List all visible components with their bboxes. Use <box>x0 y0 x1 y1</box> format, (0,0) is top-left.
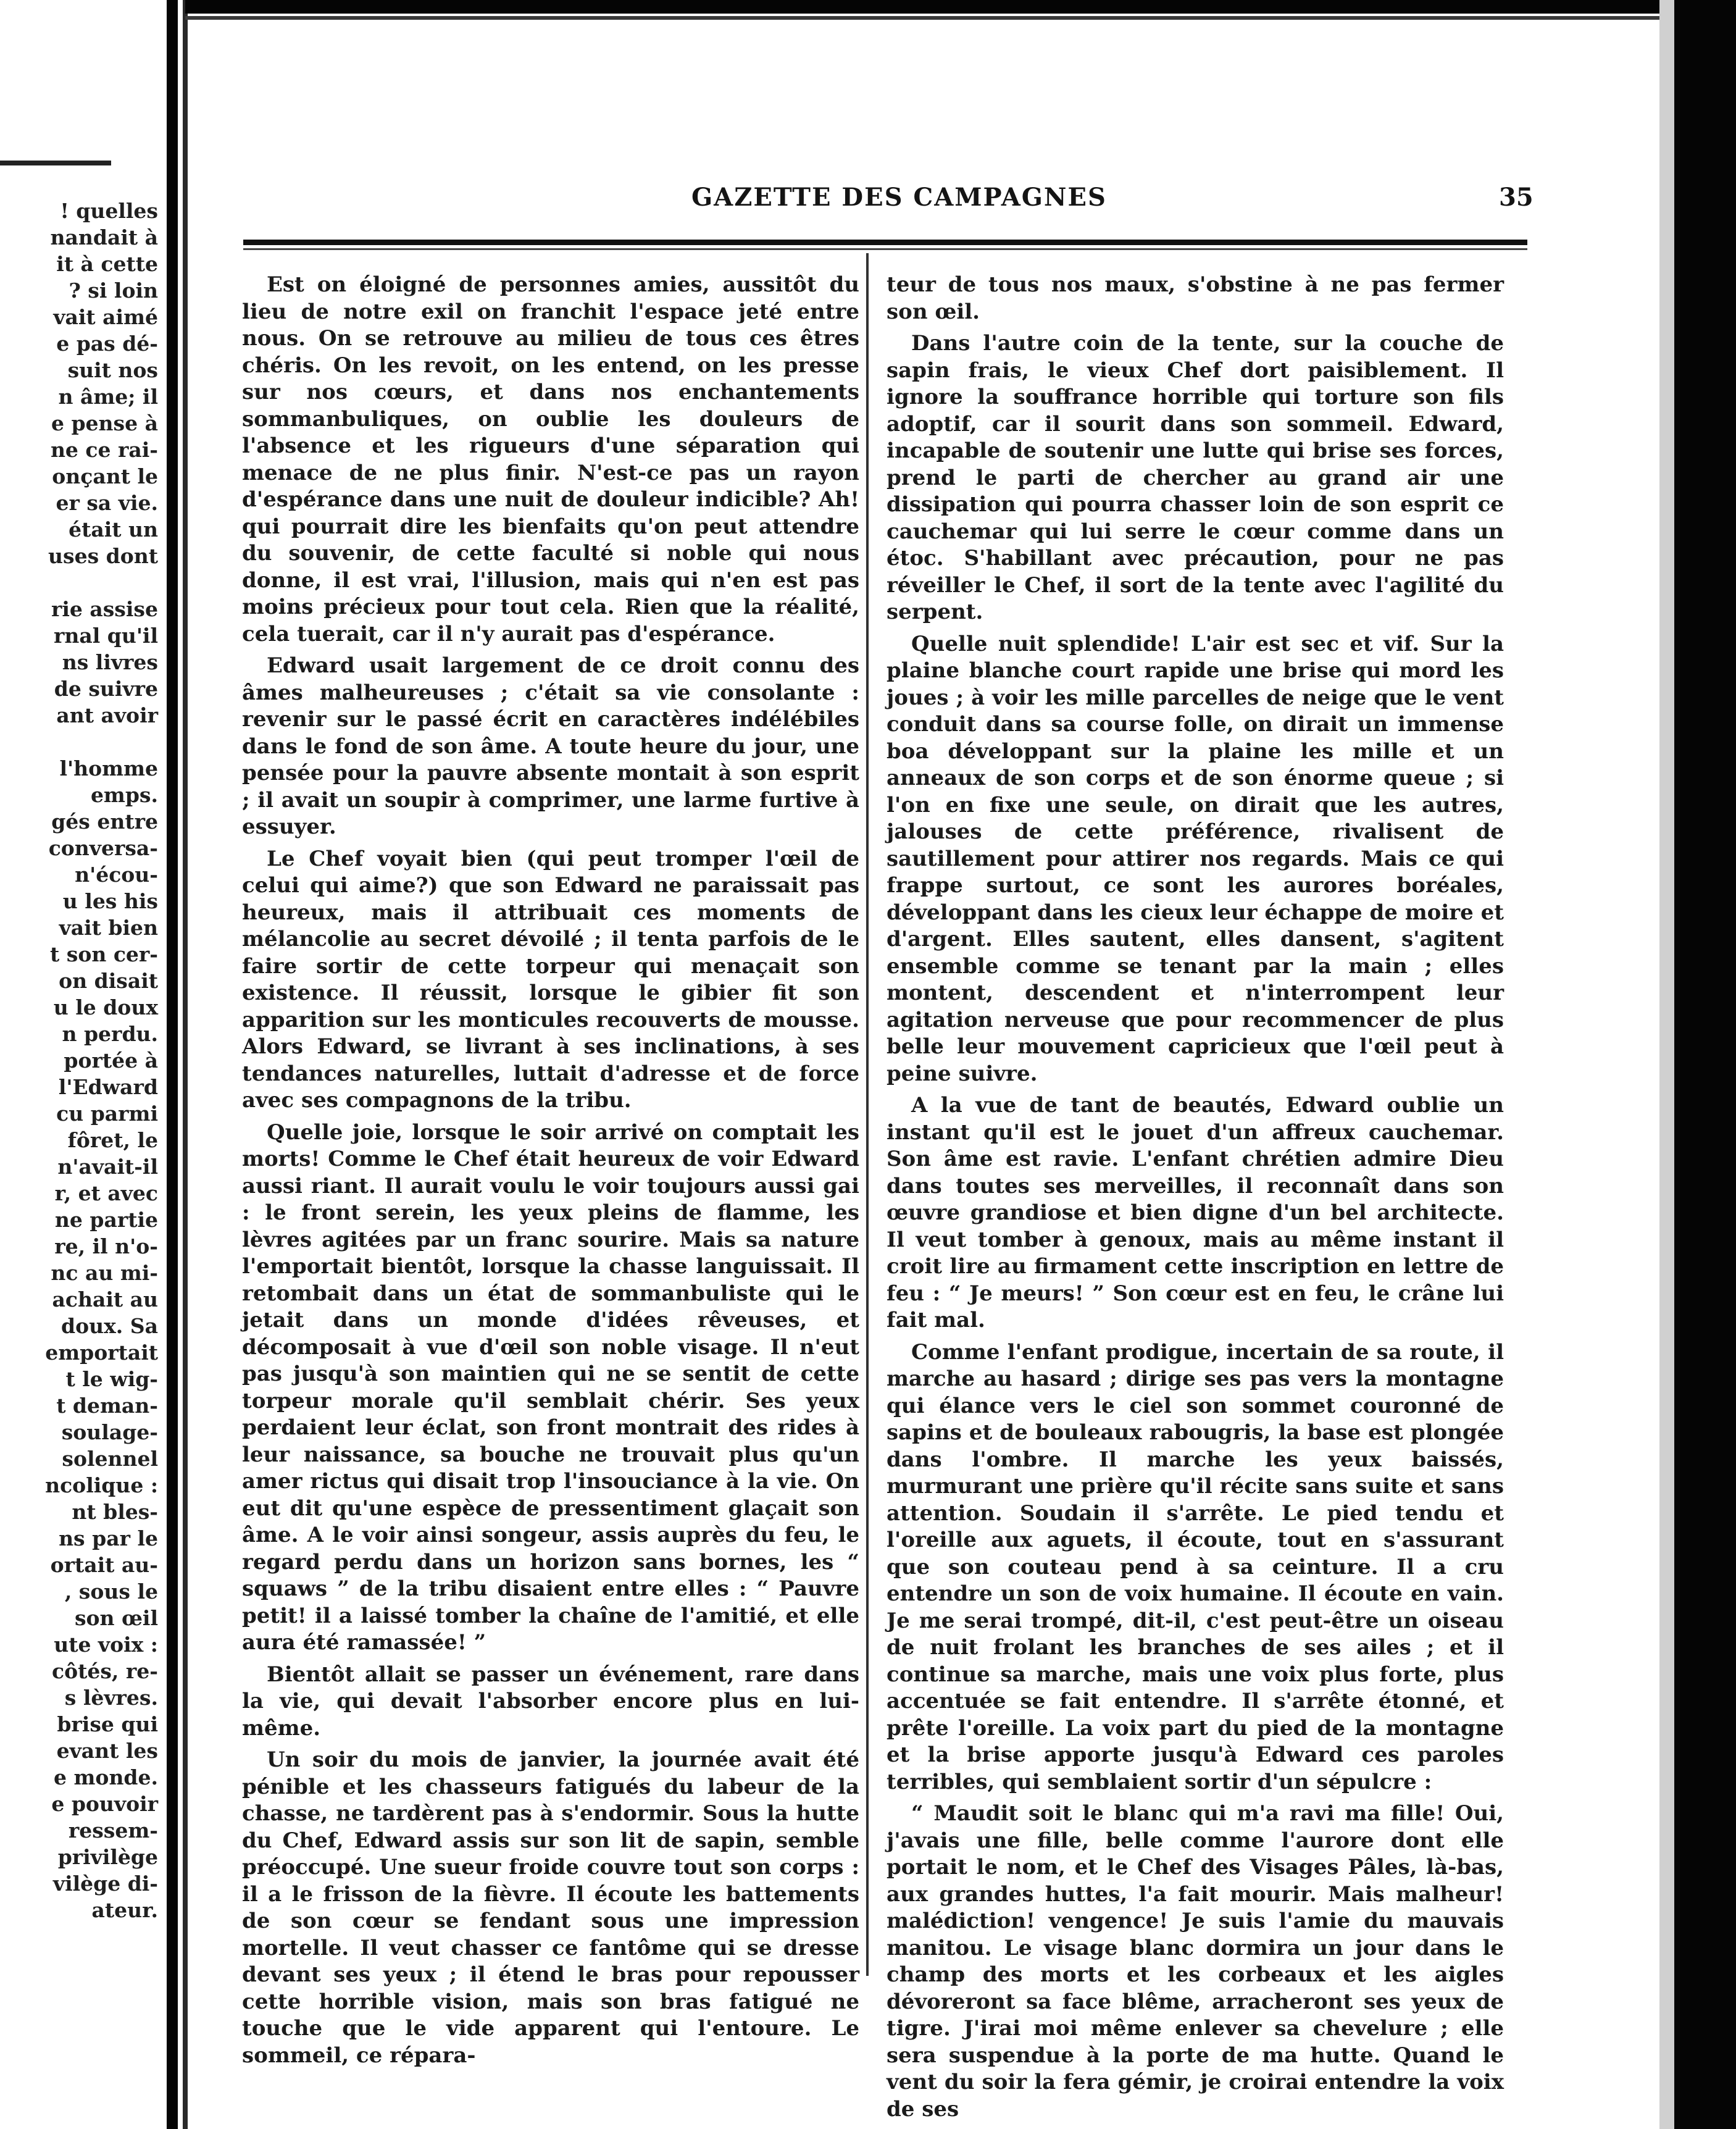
header-rule <box>243 240 1527 250</box>
previous-page-line: de suivre <box>54 677 158 701</box>
previous-page-line: ortait au- <box>50 1553 158 1577</box>
previous-page-fragment <box>0 161 162 2013</box>
previous-page-line: t son cer- <box>50 942 158 966</box>
previous-page-line: ute voix : <box>54 1633 158 1657</box>
scan-border-right-shadow <box>1659 0 1674 2129</box>
previous-page-line: ns livres <box>62 650 158 674</box>
paragraph: Bientôt allait se passer un événement, rare dans la vie, qui devait l'absorber encore plus en lui-même. <box>242 1662 859 1741</box>
scan-border-left <box>167 0 178 2129</box>
paragraph: Quelle joie, lorsque le soir arrivé on comptait les morts! Comme le Chef était heureux de voir Edward aussi riant. Il aurait voulu le voir toujours aussi gai : le front serein, les yeux pleins de flamme, les lèvres agitées par un franc sourire. Mais sa nature l'emportait bientôt, lorsque la chasse languissait. Il retombait dans un état de sommanbuliste qui le jetait dans un monde d'idées rêveuses, et décomposait à vue d'œil son noble visage. Il n'eut pas jusqu'à son maintien qui ne se sentit de cette torpeur morale qu'il semblait chérir. Ses yeux perdaient leur éclat, son front montrait des rides à leur naissance, sa bouche ne trouvait plus qu'un amer rictus qui disait trop l'insouciance à la vie. On eut dit qu'une espèce de pressentiment glaçait son âme. A le voir ainsi songeur, assis auprès du feu, le regard perdu dans un horizon sans bornes, les “ squaws ” de la tribu disaient entre elles : “ Pauvre petit! il a laissé tomber la chaîne de l'amitié, et elle aura été ramassée! ” <box>242 1119 859 1655</box>
previous-page-line: e pense à <box>51 411 158 435</box>
previous-page-line: solennel <box>62 1447 158 1471</box>
previous-page-line: u le doux <box>53 995 158 1019</box>
previous-page-rule <box>0 161 111 165</box>
previous-page-line: ant avoir <box>56 703 158 727</box>
paragraph: Est on éloigné de personnes amies, aussitôt du lieu de notre exil on franchit l'espace jeté entre nous. On se retrouve au milieu de tous ces êtres chéris. On les revoit, on les entend, on les presse sur nos cœurs, et dans nos enchantements sommanbuliques, on oublie les douleurs de l'absence et les rigueurs d'une séparation qui menace de ne plus finir. N'est-ce pas un rayon d'espérance dans une nuit de douleur indicible? Ah! qui pourrait dire les bienfaits qu'on peut attendre du souvenir, de cette faculté si noble qui nous donne, il est vrai, l'illusion, mais qui n'en est pas moins précieux pour tout cela. Rien que la réalité, cela tuerait, car il n'y aurait pas d'espérance. <box>242 272 859 646</box>
previous-page-line: ncolique : <box>45 1473 158 1497</box>
previous-page-line: t le wig- <box>65 1367 158 1391</box>
previous-page-line: onçant le <box>52 464 158 488</box>
previous-page-line: , sous le <box>64 1579 158 1604</box>
previous-page-line: vait bien <box>59 916 158 940</box>
paragraph: A la vue de tant de beautés, Edward oublie un instant qu'il est le jouet d'un affreux cauchemar. Son âme est ravie. L'enfant chrétien admire Dieu dans toutes ses merveilles, il reconnaît dans son œuvre grandiose et bien digne d'un bel architecte. Il veut tomber à genoux, mais au même instant il croit lire au firmament cette inscription en lettre de feu : “ Je meurs! ” Son cœur est en feu, le crâne lui fait mal. <box>887 1093 1504 1332</box>
previous-page-line: ateur. <box>91 1898 158 1922</box>
running-head: GAZETTE DES CAMPAGNES <box>691 183 1107 212</box>
previous-page-line: ns par le <box>59 1526 158 1550</box>
previous-page-line: l'Edward <box>58 1075 158 1099</box>
previous-page-line: rnal qu'il <box>53 624 158 648</box>
previous-page-line: suit nos <box>67 358 158 382</box>
previous-page-line: privilège <box>57 1845 158 1869</box>
previous-page-line: r, et avec <box>54 1181 158 1205</box>
previous-page-line: conversa- <box>48 836 158 860</box>
previous-page-line: on disait <box>59 969 158 993</box>
previous-page-line: l'homme <box>59 756 158 780</box>
previous-page-line: soulage- <box>61 1420 158 1444</box>
paragraph: “ Maudit soit le blanc qui m'a ravi ma fille! Oui, j'avais une fille, belle comme l'aurore dont elle portait le nom, et le Chef des Visages Pâles, là-bas, aux grandes huttes, l'a fait mourir. Mais malheur! malédiction! vengence! Je suis l'amie du mauvais manitou. Le visage blanc dormira un jour dans le champ des morts et les corbeaux et les aigles dévoreront sa face blême, arracheront ses yeux de tigre. J'irai moi même enlever sa chevelure ; elle sera suspendue à la porte de ma hutte. Quand le vent du soir la fera gémir, je croirai entendre la voix de ses <box>887 1801 1504 2122</box>
previous-page-line: vait aimé <box>53 305 158 329</box>
previous-page-line: t deman- <box>56 1394 158 1418</box>
previous-page-line: nandait à <box>50 225 158 249</box>
previous-page-line: uses dont <box>48 544 158 568</box>
previous-page-line: ne ce rai- <box>50 438 158 462</box>
previous-page-line: e monde. <box>54 1765 158 1789</box>
previous-page-line: e pouvoir <box>51 1792 158 1816</box>
previous-page-line: achait au <box>52 1287 158 1311</box>
right-column <box>887 272 1504 2123</box>
previous-page-line: ! quelles <box>60 199 158 223</box>
previous-page-line: er sa vie. <box>56 491 158 515</box>
scan-border-right <box>1674 0 1736 2129</box>
scan-border-top-inner <box>185 16 1736 20</box>
paragraph: Un soir du mois de janvier, la journée avait été pénible et les chasseurs fatigués du labeur de la chasse, ne tardèrent pas à s'endormir. Sous la hutte du Chef, Edward assis sur son lit de sapin, semble préoccupé. Une sueur froide couvre tout son corps : il a le frisson de la fièvre. Il écoute les battements de son cœur se fendant sous une impression mortelle. Il veut chasser ce fantôme qui se dresse devant ses yeux ; il étend le bras pour repousser cette horrible vision, mais son bras fatigué ne touche que le vide apparent qui l'entoure. Le sommeil, ce répara- <box>242 1747 859 2068</box>
scan-gutter-shadow <box>183 0 188 2129</box>
previous-page-line: rie assise <box>51 597 158 621</box>
previous-page-line: evant les <box>56 1739 158 1763</box>
previous-page-line: doux. Sa <box>61 1314 158 1338</box>
previous-page-text <box>0 198 158 1923</box>
previous-page-line: nc au mi- <box>51 1261 158 1285</box>
paragraph: Dans l'autre coin de la tente, sur la couche de sapin frais, le vieux Chef dort paisiblement. Il ignore la souffrance horrible qui torture son fils adoptif, car il sourit dans son sommeil. Edward, incapable de soutenir une lutte qui brise ses forces, prend le parti de chercher au grand air une dissipation qui pourra chasser loin de son esprit ce cauchemar qui lui serre le cœur comme dans un étoc. S'habillant avec précaution, pour ne pas réveiller le Chef, il sort de la tente avec l'agilité du serpent. <box>887 331 1504 624</box>
previous-page-line: brise qui <box>57 1712 158 1736</box>
previous-page-line: vilège di- <box>52 1872 158 1896</box>
paragraph: Edward usait largement de ce droit connu des âmes malheureuses ; c'était sa vie consolante : revenir sur le passé écrit en caractères indélébiles dans le fond de son âme. A toute heure du jour, une pensée pour la pauvre absente montait à son esprit ; il avait un soupir à comprimer, une larme furtive à essuyer. <box>242 653 859 839</box>
previous-page-line: u les his <box>62 889 158 913</box>
previous-page-line: n'écou- <box>75 863 158 887</box>
previous-page-line: côtés, re- <box>52 1659 158 1683</box>
previous-page-line <box>0 569 158 596</box>
previous-page-line: s lèvres. <box>64 1686 158 1710</box>
previous-page-line: portée à <box>64 1048 158 1073</box>
previous-page-line: ? si loin <box>69 278 158 303</box>
left-column <box>242 272 859 2069</box>
previous-page-line: son œil <box>74 1606 158 1630</box>
page-number: 35 <box>1499 183 1534 212</box>
previous-page-line: n perdu. <box>62 1022 158 1046</box>
previous-page-line: emps. <box>90 783 158 807</box>
previous-page-line: ne partie <box>54 1208 158 1232</box>
previous-page-line: nt bles- <box>72 1500 158 1524</box>
previous-page-line: cu parmi <box>56 1102 158 1126</box>
paragraph: teur de tous nos maux, s'obstine à ne pas fermer son œil. <box>887 272 1504 324</box>
previous-page-line: était un <box>69 517 158 542</box>
previous-page-line: gés entre <box>51 809 158 834</box>
paragraph: Comme l'enfant prodigue, incertain de sa route, il marche au hasard ; dirige ses pas vers la montagne qui élance vers le ciel son sommet couronné de sapins et de bouleaux rabougris, la base est plongée dans l'ombre. Il marche les yeux baissés, murmurant une prière qu'il récite sans suite et sans attention. Soudain il s'arrête. Le pied tendu et l'oreille aux aguets, il écoute, tout en s'assurant que son couteau pend à sa ceinture. Il a cru entendre un son de voix humaine. Il écoute en vain. Je me serai trompé, dit-il, c'est peut-être un oiseau de nuit frolant les branches de ses ailes ; et il continue sa marche, mais une voix plus forte, plus accentuée se fait entendre. Il s'arrête étonné, et prête l'oreille. La voix part du pied de la montagne et la brise apporte jusqu'à Edward ces paroles terribles, qui semblaient sortir d'un sépulcre : <box>887 1339 1504 1794</box>
paragraph: Le Chef voyait bien (qui peut tromper l'œil de celui qui aime?) que son Edward ne paraissait pas heureux, mais il attribuait ces moments de mélancolie au secret dévoilé ; il tenta parfois de le faire sortir de cette torpeur qui menaçait son existence. Il réussit, lorsque le gibier fit son apparition sur les monticules recouverts de mousse. Alors Edward, se livrant à ses inclinations, à ses tendances naturelles, luttait d'adresse et de force avec ses compagnons de la tribu. <box>242 846 859 1113</box>
previous-page-line: ressem- <box>68 1818 158 1842</box>
previous-page-line: n âme; il <box>58 385 158 409</box>
column-divider <box>866 253 869 1976</box>
scan-border-top <box>185 0 1736 14</box>
previous-page-line: e pas dé- <box>56 332 158 356</box>
previous-page-line: n'avait-il <box>57 1155 158 1179</box>
previous-page-line: emportait <box>45 1341 158 1365</box>
previous-page-line: it à cette <box>56 252 158 276</box>
paragraph: Quelle nuit splendide! L'air est sec et vif. Sur la plaine blanche court rapide une brise qui mord les joues ; à voir les mille parcelles de neige que le vent conduit dans sa course folle, on dirait un immense boa développant sur la plaine les mille et un anneaux de son corps et de son énorme queue ; si l'on en fixe une seule, on dirait que les autres, jalouses de cette préférence, rivalisent de sautillement pour attirer nos regards. Mais ce qui frappe surtout, ce sont les aurores boréales, développant dans les cieux leur échappe de moire et d'argent. Elles sautent, elles dansent, s'agitent ensemble comme se tenant par la main ; elles montent, descendent et n'interrompent leur agitation nerveuse que pour recommencer de plus belle leur mouvement capricieux que l'œil peut à peine suivre. <box>887 631 1504 1086</box>
previous-page-line: fôret, le <box>67 1128 158 1152</box>
previous-page-line: re, il n'o- <box>54 1234 158 1258</box>
previous-page-line <box>0 729 158 755</box>
